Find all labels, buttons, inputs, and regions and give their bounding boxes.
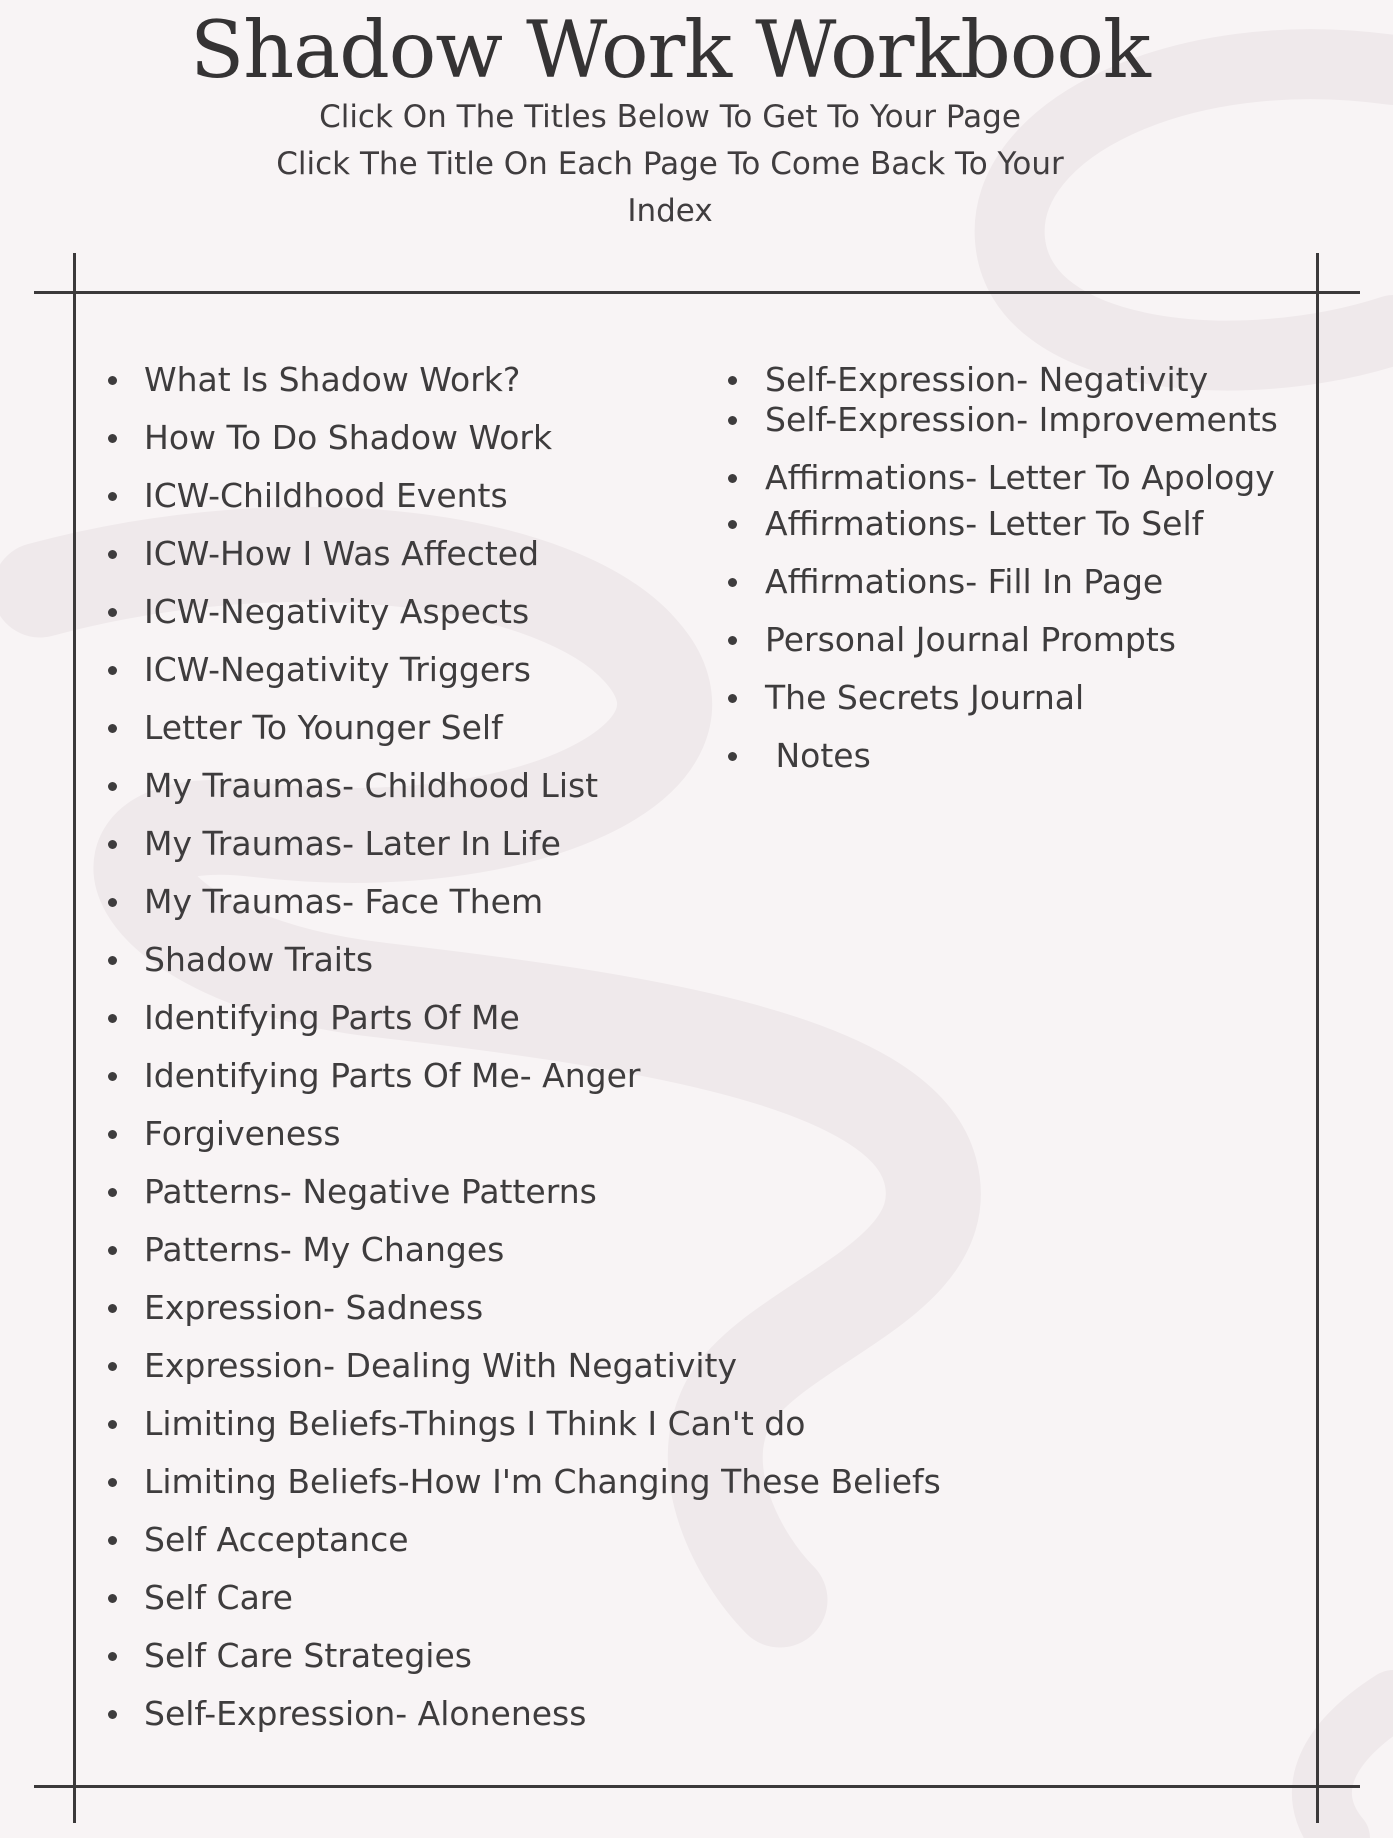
bullet-icon — [108, 1478, 117, 1487]
toc-link-label: Identifying Parts Of Me — [144, 998, 520, 1037]
toc-link-label: Self Care — [144, 1578, 293, 1617]
toc-link[interactable] — [144, 1346, 737, 1386]
toc-link-label: Affirmations- Letter To Self — [765, 504, 1204, 543]
bullet-icon — [108, 724, 117, 733]
toc-link[interactable] — [144, 534, 539, 574]
toc-link-label: How To Do Shadow Work — [144, 418, 553, 457]
toc-link-label: Patterns- My Changes — [144, 1230, 505, 1269]
toc-link-label: ICW-Negativity Triggers — [144, 650, 531, 689]
bullet-icon — [728, 578, 737, 587]
toc-link[interactable] — [144, 650, 531, 690]
bullet-icon — [728, 376, 737, 385]
toc-link[interactable] — [144, 1578, 293, 1618]
toc-link[interactable] — [765, 504, 1203, 544]
toc-link[interactable] — [144, 882, 543, 922]
bullet-icon — [108, 898, 117, 907]
bullet-icon — [728, 416, 737, 425]
toc-link-label: My Traumas- Childhood List — [144, 766, 599, 805]
toc-link-label: Patterns- Negative Patterns — [144, 1172, 597, 1211]
bullet-icon — [108, 1652, 117, 1661]
toc-link[interactable] — [144, 1056, 640, 1096]
bullet-icon — [108, 666, 117, 675]
toc-link-label: Notes — [765, 736, 871, 775]
toc-link[interactable] — [765, 458, 1275, 498]
toc-link[interactable] — [144, 766, 598, 806]
bullet-icon — [108, 434, 117, 443]
toc-link-label: Limiting Beliefs-Things I Think I Can't do — [144, 1404, 806, 1443]
toc-link-label: Expression- Dealing With Negativity — [144, 1346, 738, 1385]
toc-link-label: Affirmations- Fill In Page — [765, 562, 1164, 601]
toc-link[interactable] — [144, 476, 508, 516]
bullet-icon — [108, 1014, 117, 1023]
toc-link[interactable] — [144, 1462, 941, 1502]
toc-link[interactable] — [144, 1694, 586, 1734]
bullet-icon — [108, 492, 117, 501]
instructions — [230, 94, 1110, 235]
bullet-icon — [728, 520, 737, 529]
toc-link-label: Expression- Sadness — [144, 1288, 484, 1327]
frame-bottom-line — [34, 1785, 1360, 1788]
toc-link[interactable] — [765, 562, 1163, 602]
bullet-icon — [108, 608, 117, 617]
toc-link-label: Identifying Parts Of Me- Anger — [144, 1056, 641, 1095]
toc-link-label: Shadow Traits — [144, 940, 374, 979]
instruction-line: Click On The Titles Below To Get To Your Page — [319, 99, 1021, 135]
bullet-icon — [728, 752, 737, 761]
toc-link[interactable] — [144, 418, 552, 458]
toc-link-label: Self-Expression- Aloneness — [144, 1694, 587, 1733]
toc-link-label: Limiting Beliefs-How I'm Changing These Beliefs — [144, 1462, 941, 1501]
toc-link-label: Self-Expression- Negativity — [765, 360, 1209, 399]
toc-link[interactable] — [144, 1636, 472, 1676]
toc-link[interactable] — [144, 1114, 341, 1154]
bullet-icon — [108, 782, 117, 791]
bullet-icon — [728, 636, 737, 645]
frame-left-line — [73, 253, 76, 1823]
toc-link[interactable] — [144, 1288, 483, 1328]
instruction-line: Index — [627, 193, 713, 229]
toc-link-label: ICW-How I Was Affected — [144, 534, 540, 573]
bullet-icon — [108, 1594, 117, 1603]
page-title: Shadow Work Workbook — [190, 4, 1150, 96]
bullet-icon — [108, 1362, 117, 1371]
bullet-icon — [108, 1188, 117, 1197]
toc-link[interactable] — [144, 998, 520, 1038]
frame-top-line — [34, 291, 1360, 294]
toc-link-label: Personal Journal Prompts — [765, 620, 1176, 659]
bullet-icon — [108, 1072, 117, 1081]
toc-link-label: ICW-Negativity Aspects — [144, 592, 530, 631]
toc-link-label: Letter To Younger Self — [144, 708, 503, 747]
toc-link[interactable] — [765, 360, 1208, 400]
toc-link[interactable] — [765, 736, 871, 776]
toc-link[interactable] — [144, 1230, 504, 1270]
bullet-icon — [108, 956, 117, 965]
bullet-icon — [108, 1420, 117, 1429]
toc-link[interactable] — [144, 708, 503, 748]
instruction-line: Click The Title On Each Page To Come Back To Your — [276, 146, 1064, 182]
toc-link-label: Forgiveness — [144, 1114, 341, 1153]
toc-link[interactable] — [144, 592, 529, 632]
toc-link-label: My Traumas- Later In Life — [144, 824, 561, 863]
bullet-icon — [108, 376, 117, 385]
frame-right-line — [1316, 253, 1319, 1823]
bullet-icon — [108, 1304, 117, 1313]
toc-link[interactable] — [144, 1172, 597, 1212]
toc-link-label: Affirmations- Letter To Apology — [765, 458, 1275, 497]
bullet-icon — [108, 1536, 117, 1545]
toc-link[interactable] — [144, 1404, 805, 1444]
bullet-icon — [108, 1130, 117, 1139]
toc-link-label: Self Acceptance — [144, 1520, 409, 1559]
toc-link-label: Self-Expression- Improvements — [765, 400, 1278, 439]
toc-link-label: Self Care Strategies — [144, 1636, 472, 1675]
bullet-icon — [108, 1710, 117, 1719]
toc-link[interactable] — [765, 400, 1278, 440]
toc-link-label: The Secrets Journal — [765, 678, 1085, 717]
toc-link[interactable] — [144, 824, 561, 864]
toc-link[interactable] — [765, 678, 1084, 718]
toc-link[interactable] — [765, 620, 1176, 660]
bullet-icon — [108, 1246, 117, 1255]
toc-link-label: My Traumas- Face Them — [144, 882, 544, 921]
toc-link[interactable] — [144, 940, 373, 980]
bullet-icon — [728, 474, 737, 483]
bullet-icon — [108, 550, 117, 559]
toc-link-label: What Is Shadow Work? — [144, 360, 521, 399]
bullet-icon — [108, 840, 117, 849]
toc-link[interactable] — [144, 360, 520, 400]
toc-link[interactable] — [144, 1520, 409, 1560]
toc-link-label: ICW-Childhood Events — [144, 476, 508, 515]
bullet-icon — [728, 694, 737, 703]
